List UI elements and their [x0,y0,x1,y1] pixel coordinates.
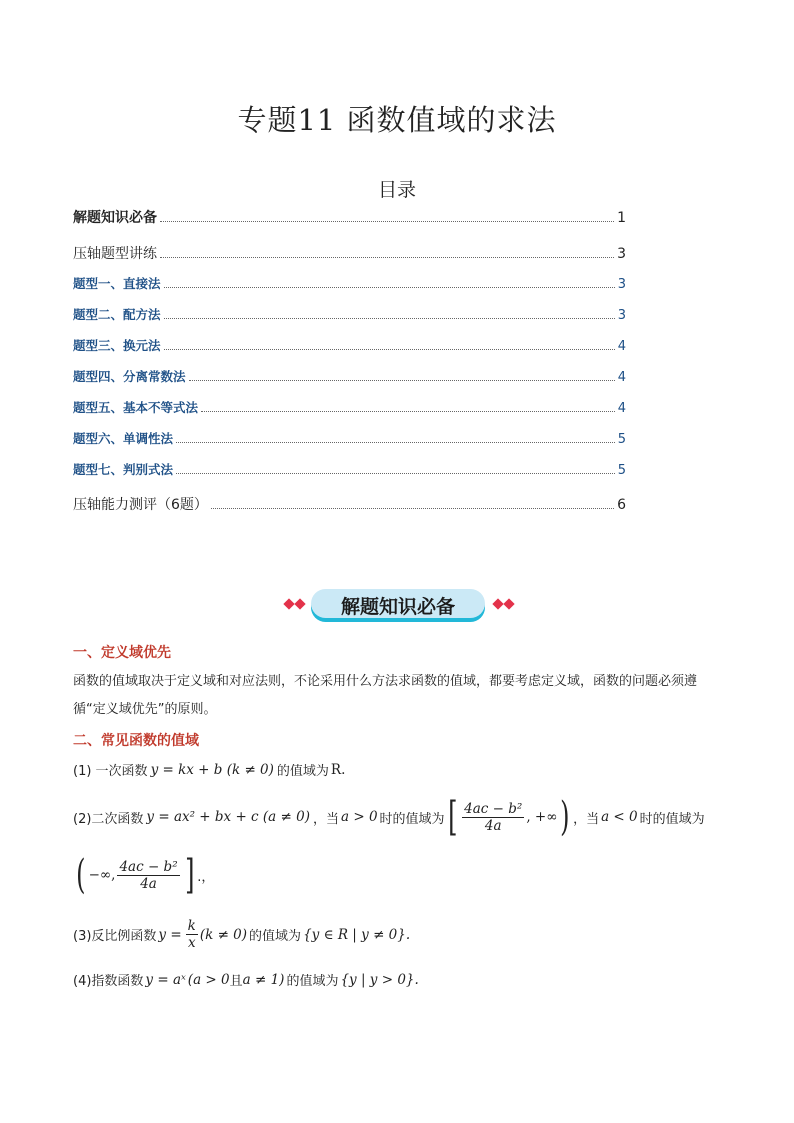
toc-entry[interactable]: 压轴能力测评（6题） 6 [73,497,626,513]
right-bracket: ] [184,852,195,898]
section-heading: 一、定义域优先 [73,645,171,661]
toc-leader [164,337,615,350]
toc-entry[interactable]: 压轴题型讲练 3 [73,246,626,262]
math-formula: y = kx + b (k ≠ 0) [150,761,274,778]
section-paragraph: 函数的值域取决于定义域和对应法则，不论采用什么方法求函数的值域，都要考虑定义域，函数的问题必须遵循“定义域优先”的原则。 [73,674,698,717]
toc-leader [160,245,614,258]
toc-leader [189,368,615,381]
diamond-icon [294,598,305,609]
section-heading: 二、常见函数的值域 [73,733,199,749]
toc-leader [201,399,615,412]
document-title: 专题11 函数值域的求法 [237,103,557,137]
left-bracket: [ [447,794,458,840]
toc-leader [164,306,615,319]
toc-entry[interactable]: 题型四、分离常数法 4 [73,369,626,385]
formula-line-4: (4)指数函数 y = aˣ (a > 0 且 a ≠ 1) 的值域为 {y | y > 0}. [73,971,419,989]
fraction: $\frac{\text{4ac − b²}}{4a}$ [464,800,523,834]
toc-leader [164,275,615,288]
diamond-icon [283,598,294,609]
toc-entry[interactable]: 题型六、单调性法 5 [73,431,626,447]
toc-entry[interactable]: 题型二、配方法 3 [73,307,626,323]
toc-leader [176,461,615,474]
math-formula: y = ax² + bx + c (a ≠ 0) [146,809,310,825]
formula-line-2: (2)二次函数 y = ax² + bx + c (a ≠ 0) ，当 a > 0 时的值域为 [ $\frac{\text{4ac − b²}}{4a}$ , +∞ ) ，当 a < 0 时的值域为 [73,794,705,840]
fraction: $\frac{k}{x}$ [187,918,196,951]
left-paren: ( [76,852,86,898]
toc-entry[interactable]: 解题知识必备 1 [73,210,626,226]
right-paren: ) [560,794,570,840]
toc-heading: 目录 [377,179,416,201]
toc-entry[interactable]: 题型三、换元法 4 [73,338,626,354]
toc-entry[interactable]: 题型七、判别式法 5 [73,462,626,478]
section-banner [281,587,517,623]
toc-leader [176,430,615,443]
toc-entry[interactable]: 题型一、直接法 3 [73,276,626,292]
banner-label: 解题知识必备 [340,596,455,618]
formula-line-1: (1) 一次函数 y = kx + b (k ≠ 0) 的值域为 R. [73,761,346,779]
formula-line-3: (3)反比例函数 y = $\frac{k}{x}$ (k ≠ 0) 的值域为 {y ∈ R | y ≠ 0}. [73,918,411,951]
formula-line-2b: ( −∞, $\frac{\text{4ac − b²}}{4a}$ ] .， [76,852,215,898]
fraction: $\frac{\text{4ac − b²}}{4a}$ [119,858,178,892]
toc-leader [211,496,614,509]
toc-entry[interactable]: 题型五、基本不等式法 4 [73,400,626,416]
diamond-icon [492,598,503,609]
toc-leader [160,209,614,222]
table-of-contents [73,207,626,514]
diamond-icon [503,598,514,609]
banner-pill [311,589,485,618]
